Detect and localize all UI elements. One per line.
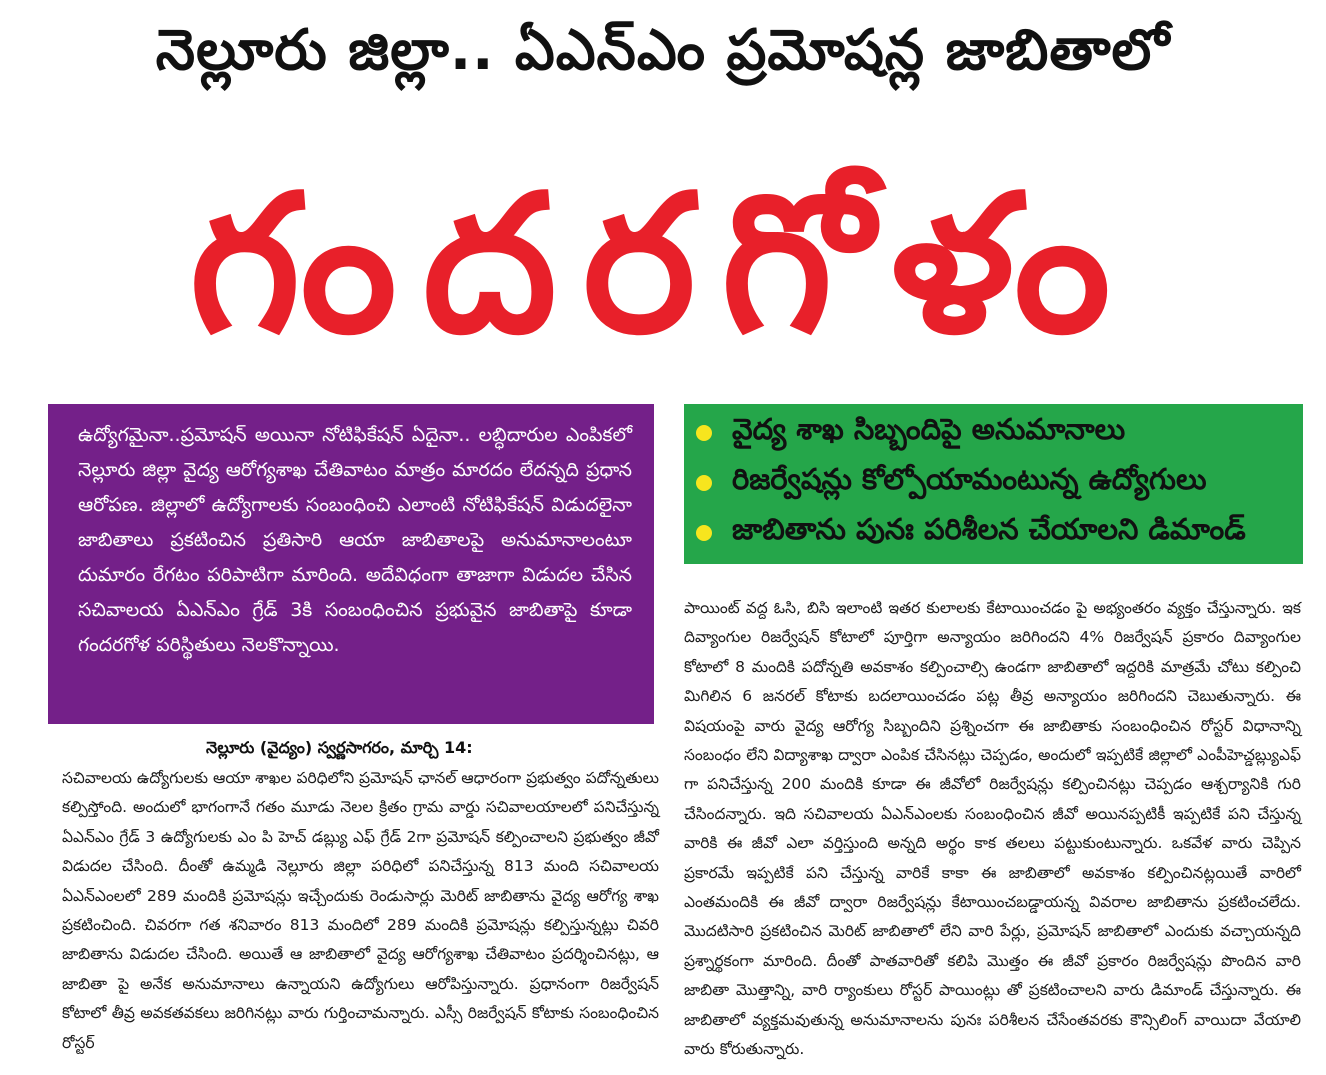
highlights-box bbox=[684, 404, 1303, 564]
highlight-item bbox=[696, 508, 1291, 558]
article-body-left: సచివాలయ ఉద్యోగులకు ఆయా శాఖల పరిధిలోని ప్రమోషన్ ఛానల్ ఆధారంగా ప్రభుత్వం పదోన్నతులు కల్పిస్తోంది. అందులో భాగంగానే గతం మూడు నెలల క్రితం గ్రామ వార్డు సచివాలయాలలో పనిచేస్తున్న ఏఎన్ఎం గ్రేడ్ 3 ఉద్యోగులకు ఎం పి హెచ్ డబ్ల్యు ఎఫ్ గ్రేడ్ 2గా ప్రమోషన్ కల్పించాలని ప్రభుత్వం జీవో విడుదల చేసింది. దీంతో ఉమ్మడి నెల్లూరు జిల్లా పరిధిలో పనిచేస్తున్న 813 మంది సచివాలయ ఏఎన్ఎంలలో 289 మందికి ప్రమోషన్లు ఇచ్చేందుకు రెండుసార్లు మెరిట్ జాబితాను వైద్య ఆరోగ్య శాఖ ప్రకటించింది. చివరగా గత శనివారం 813 మందిలో 289 మందికి ప్రమోషన్లు కల్పిస్తున్నట్లు చివరి జాబితాను విడుదల చేసింది. అయితే ఆ జాబితాలో వైద్య ఆరోగ్యశాఖ చేతివాటం ప్రదర్శించినట్లు, ఆ జాబితా పై అనేక అనుమానాలు ఉన్నాయని ఉద్యోగులు ఆరోపిస్తున్నారు. ప్రధానంగా రిజర్వేషన్ కోటాలో తీవ్ర అవకతవకలు జరిగినట్లు వారు గుర్తించామన్నారు. ఎస్సీ రిజర్వేషన్ కోటాకు సంబంధించిన రోస్టర్ bbox=[62, 769, 659, 1052]
kicker-headline: నెల్లూరు జిల్లా.. ఏఎన్ఎం ప్రమోషన్ల జాబితాలో bbox=[155, 18, 1171, 83]
bullet-icon bbox=[696, 425, 712, 441]
highlight-text: వైద్య శాఖ సిబ్బందిపై అనుమానాలు bbox=[732, 412, 1126, 446]
bullet-icon bbox=[696, 525, 712, 541]
highlight-text: రిజర్వేషన్లు కోల్పోయామంటున్న ఉద్యోగులు bbox=[732, 462, 1207, 496]
dateline: నెల్లూరు (వైద్యం) స్వర్ణసాగరం, మార్చి 14: bbox=[206, 738, 473, 757]
highlight-item bbox=[696, 408, 1291, 458]
bullet-icon bbox=[696, 475, 712, 491]
main-headline: గందరగోళం bbox=[189, 154, 1137, 375]
highlight-text: జాబితాను పునః పరిశీలన చేయాలని డిమాండ్ bbox=[732, 512, 1246, 546]
intro-text: ఉద్యోగమైనా..ప్రమోషన్ అయినా నోటిఫికేషన్ ఏదైనా.. లబ్ధిదారుల ఎంపికలో నెల్లూరు జిల్లా వైద్య ఆరోగ్యశాఖ చేతివాటం మాత్రం మారదం లేదన్నది ప్రధాన ఆరోపణ. జిల్లాలో ఉద్యోగాలకు సంబంధించి ఎలాంటి నోటిఫికేషన్ విడుదలైనా జాబితాలు ప్రకటించిన ప్రతిసారి ఆయా జాబితాలపై అనుమానాలంటూ దుమారం రేగటం పరిపాటిగా మారింది. అదేవిధంగా తాజాగా విడుదల చేసిన సచివాలయ ఏఎన్ఎం గ్రేడ్ 3కి సంబంధించిన ప్రభువైన జాబితాపై కూడా గందరగోళ పరిస్థితులు నెలకొన్నాయి. bbox=[78, 424, 632, 656]
article-body-right: పాయింట్ వద్ద ఓసి, బిసి ఇలాంటి ఇతర కులాలకు కేటాయించడం పై అభ్యంతరం వ్యక్తం చేస్తున్నారు. ఇక దివ్యాంగుల రిజర్వేషన్ కోటాలో పూర్తిగా అన్యాయం జరిగిందని 4% రిజర్వేషన్ ప్రకారం దివ్యాంగుల కోటాలో 8 మందికి పదోన్నతి అవకాశం కల్పించాల్సి ఉండగా జాబితాలో ఇద్దరికి మాత్రమే చోటు కల్పించి మిగిలిన 6 జనరల్ కోటాకు బదలాయించడం పట్ల తీవ్ర అన్యాయం జరిగిందని చెబుతున్నారు. ఈ విషయంపై వారు వైద్య ఆరోగ్య సిబ్బందిని ప్రశ్నించగా ఈ జాబితాకు సంబంధించిన రోస్టర్ విధానాన్ని సంబంధం లేని విద్యాశాఖ ద్వారా ఎంపిక చేసినట్లు చెప్పడం, అందులో ఇప్పటికే జిల్లాలో ఎంపీహెచ్డబ్ల్యుఎఫ్ గా పనిచేస్తున్న 200 మందికి కూడా ఈ జీవోలో రిజర్వేషన్లు కల్పించినట్లు చెప్పడం ఆశ్చర్యానికి గురి చేసిందన్నారు. ఇది సచివాలయ ఏఎన్ఎంలకు సంబంధించిన జీవో అయినప్పటికీ ఇప్పటికే పని చేస్తున్న వారికి ఈ జీవో ఎలా వర్తిస్తుంది అన్నది అర్థం కాక తలలు పట్టుకుంటున్నారు. ఒకవేళ వారు చెప్పిన ప్రకారమే ఇప్పటికే పని చేస్తున్న వారికే కాకా ఈ జాబితాలో అవకాశం కల్పించినట్లయితే వారిలో ఎంతమందికి ఈ జీవో ద్వారా రిజర్వేషన్లు కేటాయించబడ్డాయన్న వివరాల జాబితాను ప్రకటించలేదు. మొదటిసారి ప్రకటించిన మెరిట్ జాబితాలో లేని వారి పేర్లు, ప్రమోషన్ జాబితాలో ఎందుకు వచ్చాయన్నది ప్రశ్నార్థకంగా మారింది. దీంతో పాతవారితో కలిపి మొత్తం ఈ జీవో ప్రకారం రిజర్వేషన్లు పొందిన వారి జాబితా మొత్తాన్ని, వారి ర్యాంకులు రోస్టర్ పాయింట్లు తో ప్రకటించాలని వారు డిమాండ్ చేస్తున్నారు. ఈ జాబితాలో వ్యక్తమవుతున్న అనుమానాలను పునః పరిశీలన చేసేంతవరకు కౌన్సిలింగ్ వాయిదా వేయాలి వారు కోరుతున్నారు. bbox=[684, 599, 1301, 1059]
highlight-item bbox=[696, 458, 1291, 508]
intro-box bbox=[48, 404, 654, 724]
